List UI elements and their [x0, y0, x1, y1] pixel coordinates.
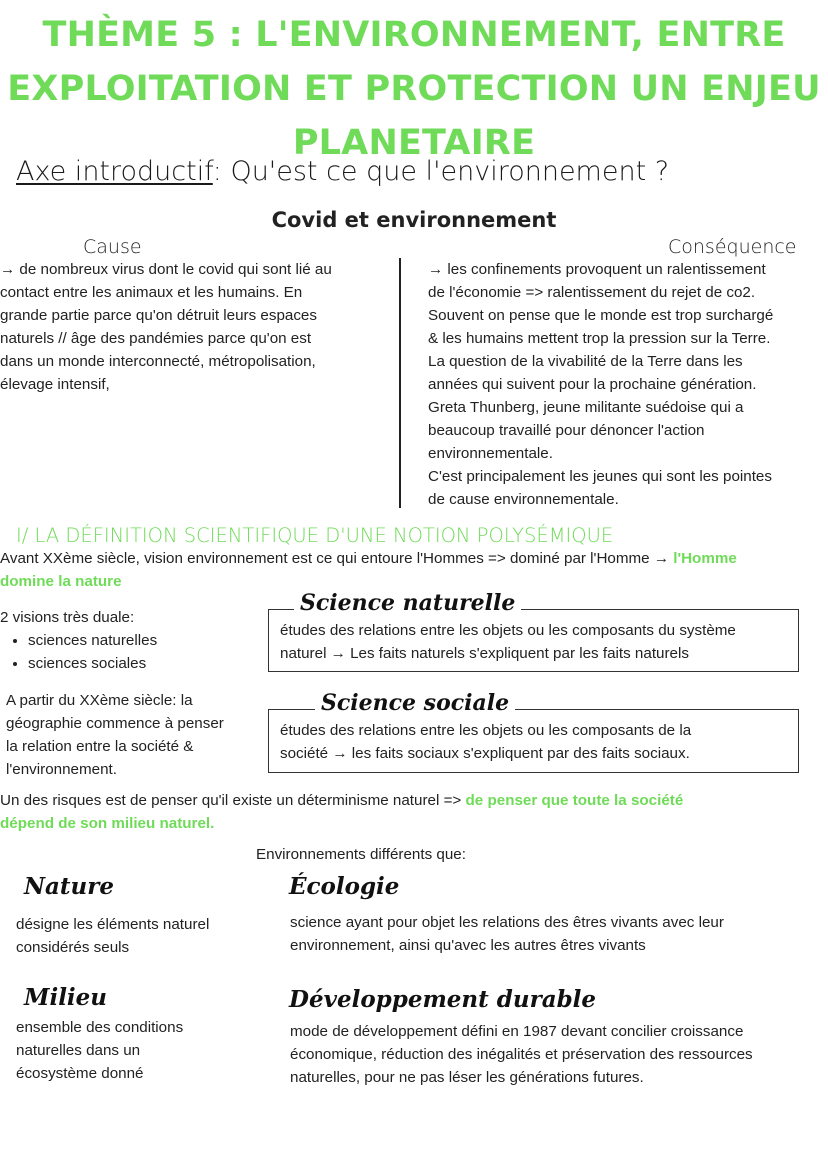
axe-question: : Qu'est ce que l'environnement ?: [212, 156, 670, 187]
list-item: • sciences sociales: [28, 652, 260, 675]
consequence-text: [428, 258, 823, 511]
cause-label: Cause: [83, 236, 142, 258]
intro-highlight-2: domine la nature: [0, 573, 122, 590]
box-line: études des relations entre les objets ou les composants du système: [280, 622, 736, 639]
consequence-line: de l'économie => ralentissement du rejet de co2.: [428, 284, 756, 301]
intro-text: Avant XXème siècle, vision environnement est ce qui entoure l'Hommes => dominé par l'Homme →: [0, 550, 674, 567]
list-item: • sciences naturelles: [28, 629, 260, 652]
axe-heading: [16, 156, 669, 187]
cause-line: contact entre les animaux et les humains. En: [0, 284, 303, 301]
xx-siecle-text: [6, 689, 266, 781]
title-line-3: PLANETAIRE: [292, 123, 536, 163]
section-heading: I/ LA DÉFINITION SCIENTIFIQUE D'UNE NOTION POLYSÉMIQUE: [16, 524, 614, 547]
cause-line: élevage intensif,: [0, 376, 110, 393]
cause-line: dans un monde interconnecté, métropolisation,: [0, 353, 316, 370]
axe-label: Axe introductif: [16, 156, 213, 187]
consequence-line: Souvent on pense que le monde est trop surchargé: [428, 307, 774, 324]
text-line: environnement, ainsi qu'avec les autres êtres vivants: [290, 937, 646, 954]
text-line: désigne les éléments naturel: [16, 916, 210, 933]
title-line-2: EXPLOITATION ET PROTECTION UN ENJEU: [7, 69, 821, 109]
visions-block: [0, 606, 260, 675]
science-naturelle-box: [268, 609, 799, 672]
consequence-line: → les confinements provoquent un ralentissement: [428, 261, 766, 278]
risk-plain: Un des risques est de penser qu'il existe un déterminisme naturel =>: [0, 792, 466, 809]
page-title: [0, 8, 828, 170]
ecologie-title: Écologie: [289, 873, 400, 900]
covid-heading: Covid et environnement: [271, 208, 557, 232]
consequence-line: La question de la vivabilité de la Terre dans les: [428, 353, 743, 370]
box-line: société → les faits sociaux s'expliquent par des faits sociaux.: [280, 745, 690, 762]
milieu-text: [16, 1016, 183, 1085]
science-naturelle-title: Science naturelle: [294, 590, 521, 616]
consequence-line: & les humains mettent trop la pression sur la Terre.: [428, 330, 771, 347]
text-line: naturelles, pour ne pas léser les générations futures.: [290, 1069, 644, 1086]
text-line: considérés seuls: [16, 939, 130, 956]
text-line: A partir du XXème siècle: la: [6, 692, 193, 709]
risk-highlight-2: dépend de son milieu naturel.: [0, 815, 215, 832]
envs-heading: Environnements différents que:: [256, 846, 466, 863]
intro-highlight: l'Homme: [673, 550, 737, 567]
text-line: géographie commence à penser: [6, 715, 224, 732]
cause-line: → de nombreux virus dont le covid qui sont lié au: [0, 261, 332, 278]
consequence-line: beaucoup travaillé pour dénoncer l'action: [428, 422, 705, 439]
box-line: études des relations entre les objets ou les composants de la: [280, 722, 692, 739]
cause-line: grande partie parce qu'on détruit leurs espaces: [0, 307, 317, 324]
text-line: l'environnement.: [6, 761, 117, 778]
consequence-line: Greta Thunberg, jeune militante suédoise qui a: [428, 399, 744, 416]
text-line: ensemble des conditions: [16, 1019, 184, 1036]
consequence-line: C'est principalement les jeunes qui sont les pointes: [428, 468, 772, 485]
title-line-1: THÈME 5 : L'ENVIRONNEMENT, ENTRE: [42, 15, 786, 55]
text-line: la relation entre la société &: [6, 738, 194, 755]
text-line: économique, réduction des inégalités et préservation des ressources: [290, 1046, 753, 1063]
text-line: naturelles dans un: [16, 1042, 141, 1059]
text-line: mode de développement défini en 1987 devant concilier croissance: [290, 1023, 744, 1040]
science-sociale-title: Science sociale: [315, 690, 515, 716]
nature-text: [16, 913, 209, 959]
consequence-line: environnementale.: [428, 445, 553, 462]
risk-text: [0, 789, 828, 835]
consequence-label: Conséquence: [668, 236, 797, 258]
column-divider: [399, 258, 401, 508]
developpement-durable-title: Développement durable: [289, 986, 597, 1013]
science-sociale-box: [268, 709, 799, 773]
consequence-line: de cause environnementale.: [428, 491, 619, 508]
text-line: science ayant pour objet les relations des êtres vivants avec leur: [290, 914, 724, 931]
developpement-durable-text: [290, 1020, 753, 1089]
milieu-title: Milieu: [24, 984, 108, 1011]
cause-line: naturels // âge des pandémies parce qu'on est: [0, 330, 312, 347]
box-line: naturel → Les faits naturels s'expliquent par les faits naturels: [280, 645, 689, 662]
text-line: écosystème donné: [16, 1065, 144, 1082]
section-intro: [0, 547, 828, 593]
cause-text: [0, 258, 395, 396]
ecologie-text: [290, 911, 724, 957]
consequence-line: années qui suivent pour la prochaine génération.: [428, 376, 757, 393]
risk-highlight: de penser que toute la société: [465, 792, 684, 809]
nature-title: Nature: [24, 873, 115, 900]
visions-label: 2 visions très duale:: [0, 609, 135, 626]
